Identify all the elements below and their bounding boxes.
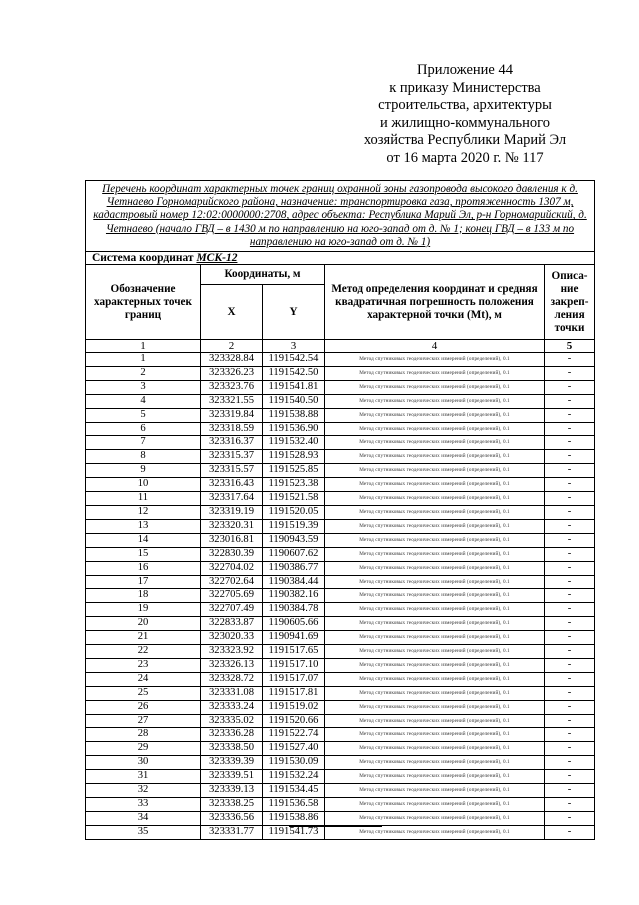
method-cell: Метод спутниковых геодезических измерений (определений), 0.1 [325,478,545,492]
fixation-cell: - [545,756,595,770]
point-number: 14 [86,533,201,547]
table-row [86,825,595,839]
col-number: 3 [263,340,325,353]
table-row [86,603,595,617]
point-number: 25 [86,686,201,700]
table-row [86,742,595,756]
y-coordinate: 1191542.50 [263,366,325,380]
fixation-cell: - [545,561,595,575]
y-coordinate: 1191541.73 [263,825,325,839]
point-number: 9 [86,464,201,478]
y-coordinate: 1191542.54 [263,353,325,367]
table-row [86,658,595,672]
method-cell: Метод спутниковых геодезических измерений (определений), 0.1 [325,505,545,519]
col-header-method: Метод определения координат и средняя квадратичная погрешность положения характерной точки (Mt), м [325,265,545,340]
method-cell: Метод спутниковых геодезических измерений (определений), 0.1 [325,533,545,547]
fixation-cell: - [545,811,595,825]
fixation-cell: - [545,672,595,686]
fixation-cell: - [545,394,595,408]
y-coordinate: 1191520.05 [263,505,325,519]
x-coordinate: 322704.02 [201,561,263,575]
point-number: 34 [86,811,201,825]
method-cell: Метод спутниковых геодезических измерений (определений), 0.1 [325,547,545,561]
col-number: 5 [545,340,595,353]
col-header-y: Y [263,285,325,340]
table-row [86,533,595,547]
table-row [86,464,595,478]
y-coordinate: 1190607.62 [263,547,325,561]
table-row [86,394,595,408]
y-coordinate: 1191522.74 [263,728,325,742]
point-number: 29 [86,742,201,756]
method-cell: Метод спутниковых геодезических измерений (определений), 0.1 [325,742,545,756]
method-cell: Метод спутниковых геодезических измерений (определений), 0.1 [325,492,545,506]
fixation-cell: - [545,825,595,839]
table-row [86,617,595,631]
point-number: 26 [86,700,201,714]
fixation-cell: - [545,589,595,603]
x-coordinate: 322830.39 [201,547,263,561]
point-number: 8 [86,450,201,464]
col-header-x: X [201,285,263,340]
fixation-cell: - [545,366,595,380]
x-coordinate: 323317.64 [201,492,263,506]
fixation-cell: - [545,505,595,519]
point-number: 6 [86,422,201,436]
fixation-cell: - [545,519,595,533]
table-row [86,575,595,589]
point-number: 15 [86,547,201,561]
method-cell: Метод спутниковых геодезических измерений (определений), 0.1 [325,575,545,589]
point-number: 13 [86,519,201,533]
y-coordinate: 1190943.59 [263,533,325,547]
y-coordinate: 1191527.40 [263,742,325,756]
y-coordinate: 1191534.45 [263,784,325,798]
y-coordinate: 1191517.07 [263,672,325,686]
method-cell: Метод спутниковых геодезических измерений (определений), 0.1 [325,603,545,617]
table-row [86,714,595,728]
method-cell: Метод спутниковых геодезических измерений (определений), 0.1 [325,658,545,672]
point-number: 20 [86,617,201,631]
fixation-cell: - [545,798,595,812]
x-coordinate: 323323.76 [201,380,263,394]
header-line: от 16 марта 2020 г. № 117 [386,149,544,166]
x-coordinate: 322705.69 [201,589,263,603]
table-row [86,728,595,742]
x-coordinate: 323320.31 [201,519,263,533]
point-number: 35 [86,825,201,839]
x-coordinate: 322833.87 [201,617,263,631]
appendix-header [330,62,600,168]
table-row [86,784,595,798]
y-coordinate: 1191541.81 [263,380,325,394]
footer-divider [289,826,382,827]
x-coordinate: 323326.23 [201,366,263,380]
col-number: 1 [86,340,201,353]
y-coordinate: 1190605.66 [263,617,325,631]
y-coordinate: 1191532.24 [263,770,325,784]
point-number: 31 [86,770,201,784]
fixation-cell: - [545,575,595,589]
fixation-cell: - [545,784,595,798]
table-row [86,561,595,575]
method-cell: Метод спутниковых геодезических измерений (определений), 0.1 [325,714,545,728]
table-row [86,492,595,506]
point-number: 2 [86,366,201,380]
coordinates-table [85,180,595,840]
system-label: Система координат [92,252,194,265]
method-cell: Метод спутниковых геодезических измерений (определений), 0.1 [325,519,545,533]
y-coordinate: 1191519.39 [263,519,325,533]
method-cell: Метод спутниковых геодезических измерений (определений), 0.1 [325,617,545,631]
col-number: 2 [201,340,263,353]
y-coordinate: 1191525.85 [263,464,325,478]
method-cell: Метод спутниковых геодезических измерений (определений), 0.1 [325,380,545,394]
method-cell: Метод спутниковых геодезических измерений (определений), 0.1 [325,631,545,645]
table-row [86,478,595,492]
table-row [86,366,595,380]
point-number: 24 [86,672,201,686]
fixation-cell: - [545,408,595,422]
fixation-cell: - [545,422,595,436]
table-row [86,672,595,686]
table-row [86,505,595,519]
col-number: 4 [325,340,545,353]
point-number: 33 [86,798,201,812]
point-number: 28 [86,728,201,742]
x-coordinate: 323315.37 [201,450,263,464]
y-coordinate: 1190384.44 [263,575,325,589]
x-coordinate: 323326.13 [201,658,263,672]
fixation-cell: - [545,603,595,617]
fixation-cell: - [545,631,595,645]
table-row [86,686,595,700]
header-line: хозяйства Республики Марий Эл [363,132,567,149]
table-row [86,770,595,784]
table-row [86,798,595,812]
x-coordinate: 323338.50 [201,742,263,756]
x-coordinate: 323016.81 [201,533,263,547]
x-coordinate: 323336.56 [201,811,263,825]
fixation-cell: - [545,478,595,492]
y-coordinate: 1191519.02 [263,700,325,714]
method-cell: Метод спутниковых геодезических измерений (определений), 0.1 [325,686,545,700]
point-number: 4 [86,394,201,408]
point-number: 10 [86,478,201,492]
fixation-cell: - [545,533,595,547]
fixation-cell: - [545,464,595,478]
table-title: Перечень координат характерных точек границ охранной зоны газопровода высокого давления к д. Четнаево Горномарийского района, назначение: транспортировка газа, протяженность 1307 м, кадастровый номер 12:02:0000000:2708, адрес объекта: Республика Марий Эл, р-н Горномарийский, д. Четнаево (начало ГВД – в 1430 м по направлению на юго-запад от д. № 1; конец ГВД – в 133 м по направлению на юго-запад от д. № 1) [86,181,595,252]
fixation-cell: - [545,686,595,700]
point-number: 1 [86,353,201,367]
y-coordinate: 1190382.16 [263,589,325,603]
point-number: 7 [86,436,201,450]
table-row [86,436,595,450]
method-cell: Метод спутниковых геодезических измерений (определений), 0.1 [325,645,545,659]
fixation-cell: - [545,547,595,561]
x-coordinate: 323339.39 [201,756,263,770]
table-row [86,380,595,394]
y-coordinate: 1191540.50 [263,394,325,408]
y-coordinate: 1191521.58 [263,492,325,506]
method-cell: Метод спутниковых геодезических измерений (определений), 0.1 [325,450,545,464]
point-number: 11 [86,492,201,506]
method-cell: Метод спутниковых геодезических измерений (определений), 0.1 [325,784,545,798]
point-number: 5 [86,408,201,422]
method-cell: Метод спутниковых геодезических измерений (определений), 0.1 [325,825,545,839]
y-coordinate: 1191517.10 [263,658,325,672]
table-row [86,811,595,825]
y-coordinate: 1191517.81 [263,686,325,700]
point-number: 23 [86,658,201,672]
point-number: 27 [86,714,201,728]
column-numbers-row [86,340,595,353]
y-coordinate: 1191536.58 [263,798,325,812]
table-row [86,700,595,714]
fixation-cell: - [545,770,595,784]
method-cell: Метод спутниковых геодезических измерений (определений), 0.1 [325,770,545,784]
point-number: 17 [86,575,201,589]
method-cell: Метод спутниковых геодезических измерений (определений), 0.1 [325,561,545,575]
table-row [86,519,595,533]
method-cell: Метод спутниковых геодезических измерений (определений), 0.1 [325,728,545,742]
y-coordinate: 1191520.66 [263,714,325,728]
table-row [86,547,595,561]
x-coordinate: 322702.64 [201,575,263,589]
method-cell: Метод спутниковых геодезических измерений (определений), 0.1 [325,436,545,450]
x-coordinate: 323020.33 [201,631,263,645]
header-line: строительства, архитектуры [378,97,552,114]
y-coordinate: 1191517.65 [263,645,325,659]
fixation-cell: - [545,492,595,506]
x-coordinate: 323336.28 [201,728,263,742]
table-row [86,450,595,464]
y-coordinate: 1190941.69 [263,631,325,645]
method-cell: Метод спутниковых геодезических измерений (определений), 0.1 [325,408,545,422]
y-coordinate: 1191532.40 [263,436,325,450]
x-coordinate: 323316.37 [201,436,263,450]
x-coordinate: 323331.08 [201,686,263,700]
method-cell: Метод спутниковых геодезических измерений (определений), 0.1 [325,366,545,380]
x-coordinate: 323339.13 [201,784,263,798]
point-number: 30 [86,756,201,770]
method-cell: Метод спутниковых геодезических измерений (определений), 0.1 [325,394,545,408]
fixation-cell: - [545,700,595,714]
coordinate-system-row [86,252,595,265]
table-row [86,353,595,367]
fixation-cell: - [545,380,595,394]
y-coordinate: 1191528.93 [263,450,325,464]
method-cell: Метод спутниковых геодезических измерений (определений), 0.1 [325,756,545,770]
x-coordinate: 323339.51 [201,770,263,784]
fixation-cell: - [545,645,595,659]
point-number: 32 [86,784,201,798]
x-coordinate: 323316.43 [201,478,263,492]
fixation-cell: - [545,658,595,672]
point-number: 3 [86,380,201,394]
x-coordinate: 323319.19 [201,505,263,519]
point-number: 18 [86,589,201,603]
y-coordinate: 1191523.38 [263,478,325,492]
method-cell: Метод спутниковых геодезических измерений (определений), 0.1 [325,589,545,603]
fixation-cell: - [545,742,595,756]
fixation-cell: - [545,436,595,450]
x-coordinate: 323333.24 [201,700,263,714]
x-coordinate: 323318.59 [201,422,263,436]
method-cell: Метод спутниковых геодезических измерений (определений), 0.1 [325,672,545,686]
fixation-cell: - [545,728,595,742]
point-number: 22 [86,645,201,659]
col-header-desc: Описа-ние закреп-ления точки [545,265,595,340]
header-line: и жилищно-коммунального [379,114,551,131]
fixation-cell: - [545,450,595,464]
fixation-cell: - [545,353,595,367]
point-number: 16 [86,561,201,575]
method-cell: Метод спутниковых геодезических измерений (определений), 0.1 [325,811,545,825]
x-coordinate: 323321.55 [201,394,263,408]
x-coordinate: 323338.25 [201,798,263,812]
method-cell: Метод спутниковых геодезических измерений (определений), 0.1 [325,464,545,478]
system-name: МСК-12 [196,252,238,265]
point-number: 19 [86,603,201,617]
fixation-cell: - [545,714,595,728]
x-coordinate: 323315.57 [201,464,263,478]
y-coordinate: 1190384.78 [263,603,325,617]
y-coordinate: 1191536.90 [263,422,325,436]
col-header-point: Обозначение характерных точек границ [86,265,201,340]
method-cell: Метод спутниковых геодезических измерений (определений), 0.1 [325,353,545,367]
table-row [86,408,595,422]
x-coordinate: 323319.84 [201,408,263,422]
y-coordinate: 1191530.09 [263,756,325,770]
x-coordinate: 323323.92 [201,645,263,659]
y-coordinate: 1191538.88 [263,408,325,422]
header-line: к приказу Министерства [389,79,541,96]
point-number: 21 [86,631,201,645]
col-header-coords: Координаты, м [201,265,325,285]
header-line: Приложение 44 [417,62,513,78]
table-row [86,422,595,436]
method-cell: Метод спутниковых геодезических измерений (определений), 0.1 [325,798,545,812]
y-coordinate: 1190386.77 [263,561,325,575]
table-row [86,756,595,770]
y-coordinate: 1191538.86 [263,811,325,825]
x-coordinate: 323328.72 [201,672,263,686]
table-row [86,589,595,603]
table-row [86,645,595,659]
table-row [86,631,595,645]
method-cell: Метод спутниковых геодезических измерений (определений), 0.1 [325,700,545,714]
x-coordinate: 323328.84 [201,353,263,367]
x-coordinate: 322707.49 [201,603,263,617]
fixation-cell: - [545,617,595,631]
method-cell: Метод спутниковых геодезических измерений (определений), 0.1 [325,422,545,436]
x-coordinate: 323335.02 [201,714,263,728]
point-number: 12 [86,505,201,519]
x-coordinate: 323331.77 [201,825,263,839]
